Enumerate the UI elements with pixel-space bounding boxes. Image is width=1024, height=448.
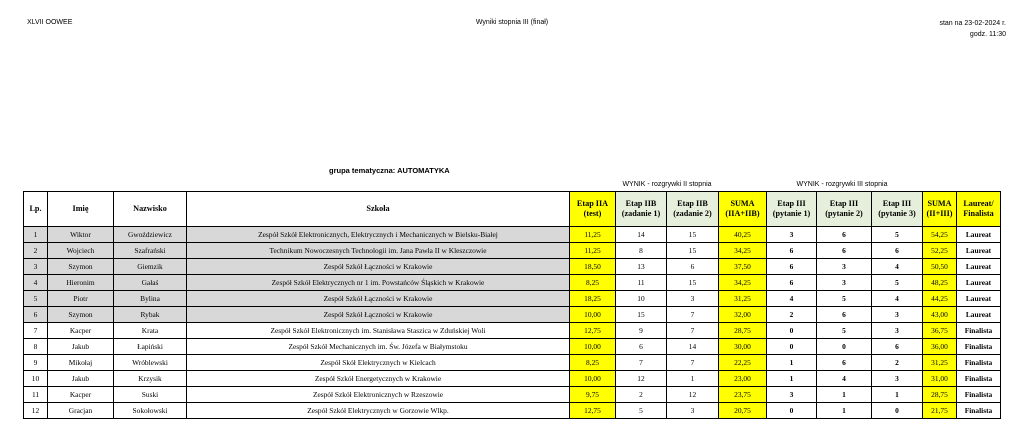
cell-etap2b-z2: 15 — [667, 227, 719, 243]
cell-nazwisko: Giemzik — [114, 259, 187, 275]
cell-etap3-p3: 0 — [872, 403, 923, 419]
cell-nazwisko: Szafrański — [114, 243, 187, 259]
col-suma3: SUMA (II+III) — [923, 192, 957, 227]
cell-nazwisko: Bylina — [114, 291, 187, 307]
col-szkola: Szkoła — [187, 192, 570, 227]
cell-etap2b-z1: 7 — [616, 355, 667, 371]
cell-etap2b-z1: 10 — [616, 291, 667, 307]
cell-etap2a: 8,25 — [570, 275, 616, 291]
cell-etap2a: 12,75 — [570, 323, 616, 339]
col-suma2: SUMA (IIA+IIB) — [719, 192, 767, 227]
cell-etap3-p3: 6 — [872, 243, 923, 259]
cell-etap2b-z1: 13 — [616, 259, 667, 275]
table-row — [24, 259, 1001, 275]
cell-etap2b-z2: 7 — [667, 355, 719, 371]
cell-nazwisko: Rybak — [114, 307, 187, 323]
cell-lp: 6 — [24, 307, 48, 323]
cell-szkola: Zespół Szkół Elektrycznych w Gorzowie Wlkp. — [187, 403, 570, 419]
table-row — [24, 403, 1001, 419]
cell-etap3-p2: 6 — [817, 243, 872, 259]
cell-etap2a: 9,75 — [570, 387, 616, 403]
cell-etap3-p3: 4 — [872, 291, 923, 307]
cell-etap3-p1: 6 — [767, 243, 817, 259]
cell-suma3: 21,75 — [923, 403, 957, 419]
cell-etap3-p1: 0 — [767, 403, 817, 419]
group-title: grupa tematyczna: AUTOMATYKA — [329, 166, 450, 175]
cell-suma2: 32,00 — [719, 307, 767, 323]
stage2-result-label: WYNIK - rozgrywki II stopnia — [622, 181, 712, 188]
cell-suma2: 22,25 — [719, 355, 767, 371]
cell-nazwisko: Gwoździewicz — [114, 227, 187, 243]
cell-etap2b-z2: 14 — [667, 339, 719, 355]
cell-etap3-p1: 4 — [767, 291, 817, 307]
header-time: godz. 11:30 — [969, 31, 1006, 38]
cell-imie: Szymon — [48, 259, 114, 275]
cell-suma2: 34,25 — [719, 243, 767, 259]
cell-szkola: Zespół Szkół Łączności w Krakowie — [187, 259, 570, 275]
results-body — [24, 227, 1001, 419]
cell-etap3-p2: 6 — [817, 307, 872, 323]
col-etap3-p3: Etap III (pytanie 3) — [872, 192, 923, 227]
cell-imie: Jakub — [48, 371, 114, 387]
cell-nazwisko: Łapiński — [114, 339, 187, 355]
cell-lp: 10 — [24, 371, 48, 387]
cell-imie: Wojciech — [48, 243, 114, 259]
table-row — [24, 243, 1001, 259]
cell-nazwisko: Suski — [114, 387, 187, 403]
col-lp: Lp. — [24, 192, 48, 227]
col-etap2b-z2: Etap IIB (zadanie 2) — [667, 192, 719, 227]
cell-imie: Piotr — [48, 291, 114, 307]
col-status: Laureat/ Finalista — [957, 192, 1001, 227]
cell-etap2b-z2: 3 — [667, 291, 719, 307]
cell-lp: 9 — [24, 355, 48, 371]
cell-etap2b-z2: 6 — [667, 259, 719, 275]
cell-etap2a: 12,75 — [570, 403, 616, 419]
cell-nazwisko: Wróblewski — [114, 355, 187, 371]
cell-etap2b-z1: 9 — [616, 323, 667, 339]
cell-etap2b-z2: 7 — [667, 307, 719, 323]
cell-etap3-p2: 1 — [817, 387, 872, 403]
cell-etap2b-z2: 7 — [667, 323, 719, 339]
cell-etap3-p1: 6 — [767, 275, 817, 291]
cell-suma2: 34,25 — [719, 275, 767, 291]
cell-szkola: Technikum Nowoczesnych Technologii im. Jana Pawła II w Kleszczowie — [187, 243, 570, 259]
cell-status: Finalista — [957, 403, 1001, 419]
cell-status: Finalista — [957, 339, 1001, 355]
cell-lp: 1 — [24, 227, 48, 243]
cell-suma3: 44,25 — [923, 291, 957, 307]
results-table — [23, 191, 1001, 419]
cell-etap3-p1: 0 — [767, 323, 817, 339]
cell-etap3-p2: 6 — [817, 355, 872, 371]
cell-etap3-p3: 2 — [872, 355, 923, 371]
cell-imie: Mikołaj — [48, 355, 114, 371]
cell-nazwisko: Gałaś — [114, 275, 187, 291]
cell-etap2a: 10,00 — [570, 307, 616, 323]
cell-lp: 4 — [24, 275, 48, 291]
cell-suma2: 30,00 — [719, 339, 767, 355]
table-row — [24, 291, 1001, 307]
cell-suma2: 20,75 — [719, 403, 767, 419]
cell-status: Laureat — [957, 307, 1001, 323]
cell-etap2b-z1: 8 — [616, 243, 667, 259]
cell-etap2a: 11,25 — [570, 227, 616, 243]
cell-imie: Jakub — [48, 339, 114, 355]
cell-etap2b-z1: 6 — [616, 339, 667, 355]
col-etap2a: Etap IIA (test) — [570, 192, 616, 227]
header-date-block — [939, 18, 1006, 40]
cell-status: Laureat — [957, 291, 1001, 307]
cell-etap3-p2: 5 — [817, 323, 872, 339]
cell-imie: Gracjan — [48, 403, 114, 419]
cell-suma3: 28,75 — [923, 387, 957, 403]
cell-lp: 8 — [24, 339, 48, 355]
cell-etap2a: 8,25 — [570, 355, 616, 371]
document-title: Wyniki stopnia III (finał) — [475, 19, 549, 26]
cell-suma3: 31,25 — [923, 355, 957, 371]
cell-etap3-p3: 3 — [872, 323, 923, 339]
table-row — [24, 275, 1001, 291]
cell-imie: Hieronim — [48, 275, 114, 291]
cell-szkola: Zespół Szkół Mechanicznych im. Św. Józefa w Białymstoku — [187, 339, 570, 355]
cell-szkola: Zespół Szkół Elektronicznych w Rzeszowie — [187, 387, 570, 403]
cell-suma2: 31,25 — [719, 291, 767, 307]
col-imie: Imię — [48, 192, 114, 227]
cell-lp: 3 — [24, 259, 48, 275]
cell-etap3-p2: 3 — [817, 275, 872, 291]
cell-etap2a: 11,25 — [570, 243, 616, 259]
cell-suma3: 43,00 — [923, 307, 957, 323]
cell-etap3-p2: 6 — [817, 227, 872, 243]
header-left-label: XLVII OOWEE — [27, 19, 73, 26]
cell-suma3: 52,25 — [923, 243, 957, 259]
cell-szkola: Zespół Szkół Łączności w Krakowie — [187, 291, 570, 307]
cell-suma2: 40,25 — [719, 227, 767, 243]
cell-status: Laureat — [957, 243, 1001, 259]
col-etap2b-z1: Etap IIB (zadanie 1) — [616, 192, 667, 227]
cell-szkola: Zespół Szkół Elektronicznych, Elektrycznych i Mechanicznych w Bielsku-Białej — [187, 227, 570, 243]
cell-suma2: 37,50 — [719, 259, 767, 275]
cell-etap3-p1: 3 — [767, 387, 817, 403]
cell-suma3: 48,25 — [923, 275, 957, 291]
cell-etap3-p2: 5 — [817, 291, 872, 307]
cell-status: Laureat — [957, 275, 1001, 291]
cell-etap2b-z2: 15 — [667, 275, 719, 291]
cell-imie: Kacper — [48, 323, 114, 339]
cell-etap3-p2: 4 — [817, 371, 872, 387]
cell-nazwisko: Krata — [114, 323, 187, 339]
cell-imie: Kacper — [48, 387, 114, 403]
cell-suma2: 23,75 — [719, 387, 767, 403]
table-header-row — [24, 192, 1001, 227]
table-row — [24, 323, 1001, 339]
cell-szkola: Zespół Skół Elektrycznych w Kielcach — [187, 355, 570, 371]
cell-nazwisko: Sokołowski — [114, 403, 187, 419]
stage3-result-label: WYNIK - rozgrywki III stopnia — [796, 181, 888, 188]
cell-etap2b-z1: 2 — [616, 387, 667, 403]
cell-suma2: 23,00 — [719, 371, 767, 387]
cell-etap2b-z2: 1 — [667, 371, 719, 387]
cell-status: Finalista — [957, 387, 1001, 403]
col-nazwisko: Nazwisko — [114, 192, 187, 227]
table-row — [24, 387, 1001, 403]
cell-etap3-p1: 3 — [767, 227, 817, 243]
cell-etap3-p3: 1 — [872, 387, 923, 403]
table-row — [24, 339, 1001, 355]
cell-suma2: 28,75 — [719, 323, 767, 339]
cell-status: Laureat — [957, 259, 1001, 275]
cell-etap3-p3: 5 — [872, 227, 923, 243]
cell-etap2b-z1: 12 — [616, 371, 667, 387]
cell-etap2a: 18,25 — [570, 291, 616, 307]
cell-suma3: 54,25 — [923, 227, 957, 243]
cell-etap2a: 10,00 — [570, 339, 616, 355]
cell-etap2b-z1: 11 — [616, 275, 667, 291]
cell-etap2b-z2: 12 — [667, 387, 719, 403]
cell-etap2b-z2: 3 — [667, 403, 719, 419]
cell-suma3: 36,00 — [923, 339, 957, 355]
table-row — [24, 307, 1001, 323]
cell-lp: 5 — [24, 291, 48, 307]
cell-imie: Wiktor — [48, 227, 114, 243]
cell-imie: Szymon — [48, 307, 114, 323]
cell-etap2b-z1: 5 — [616, 403, 667, 419]
cell-etap3-p3: 4 — [872, 259, 923, 275]
cell-suma3: 31,00 — [923, 371, 957, 387]
cell-nazwisko: Krzysik — [114, 371, 187, 387]
cell-etap2a: 10,00 — [570, 371, 616, 387]
table-row — [24, 227, 1001, 243]
col-etap3-p2: Etap III (pytanie 2) — [817, 192, 872, 227]
cell-etap3-p3: 3 — [872, 371, 923, 387]
cell-status: Finalista — [957, 371, 1001, 387]
table-row — [24, 371, 1001, 387]
header-date: stan na 23-02-2024 r. — [939, 20, 1006, 27]
cell-etap3-p2: 3 — [817, 259, 872, 275]
cell-lp: 12 — [24, 403, 48, 419]
cell-szkola: Zespół Szkół Łączności w Krakowie — [187, 307, 570, 323]
cell-etap2a: 18,50 — [570, 259, 616, 275]
cell-etap3-p2: 1 — [817, 403, 872, 419]
cell-etap3-p3: 5 — [872, 275, 923, 291]
table-row — [24, 355, 1001, 371]
cell-status: Finalista — [957, 355, 1001, 371]
cell-etap3-p1: 1 — [767, 355, 817, 371]
col-etap3-p1: Etap III (pytanie 1) — [767, 192, 817, 227]
cell-etap2b-z2: 15 — [667, 243, 719, 259]
cell-suma3: 36,75 — [923, 323, 957, 339]
cell-etap3-p1: 1 — [767, 371, 817, 387]
cell-etap3-p2: 0 — [817, 339, 872, 355]
cell-etap3-p3: 6 — [872, 339, 923, 355]
cell-etap3-p1: 6 — [767, 259, 817, 275]
cell-etap3-p1: 2 — [767, 307, 817, 323]
cell-suma3: 50,50 — [923, 259, 957, 275]
cell-etap2b-z1: 15 — [616, 307, 667, 323]
cell-lp: 11 — [24, 387, 48, 403]
cell-etap3-p3: 3 — [872, 307, 923, 323]
cell-lp: 2 — [24, 243, 48, 259]
cell-szkola: Zespół Szkół Energetycznych w Krakowie — [187, 371, 570, 387]
cell-szkola: Zespół Szkół Elektronicznych im. Stanisława Staszica w Zduńskiej Woli — [187, 323, 570, 339]
cell-szkola: Zespół Szkół Elektrycznych nr 1 im. Powstańców Śląskich w Krakowie — [187, 275, 570, 291]
cell-etap2b-z1: 14 — [616, 227, 667, 243]
cell-etap3-p1: 0 — [767, 339, 817, 355]
cell-lp: 7 — [24, 323, 48, 339]
cell-status: Laureat — [957, 227, 1001, 243]
cell-status: Finalista — [957, 323, 1001, 339]
